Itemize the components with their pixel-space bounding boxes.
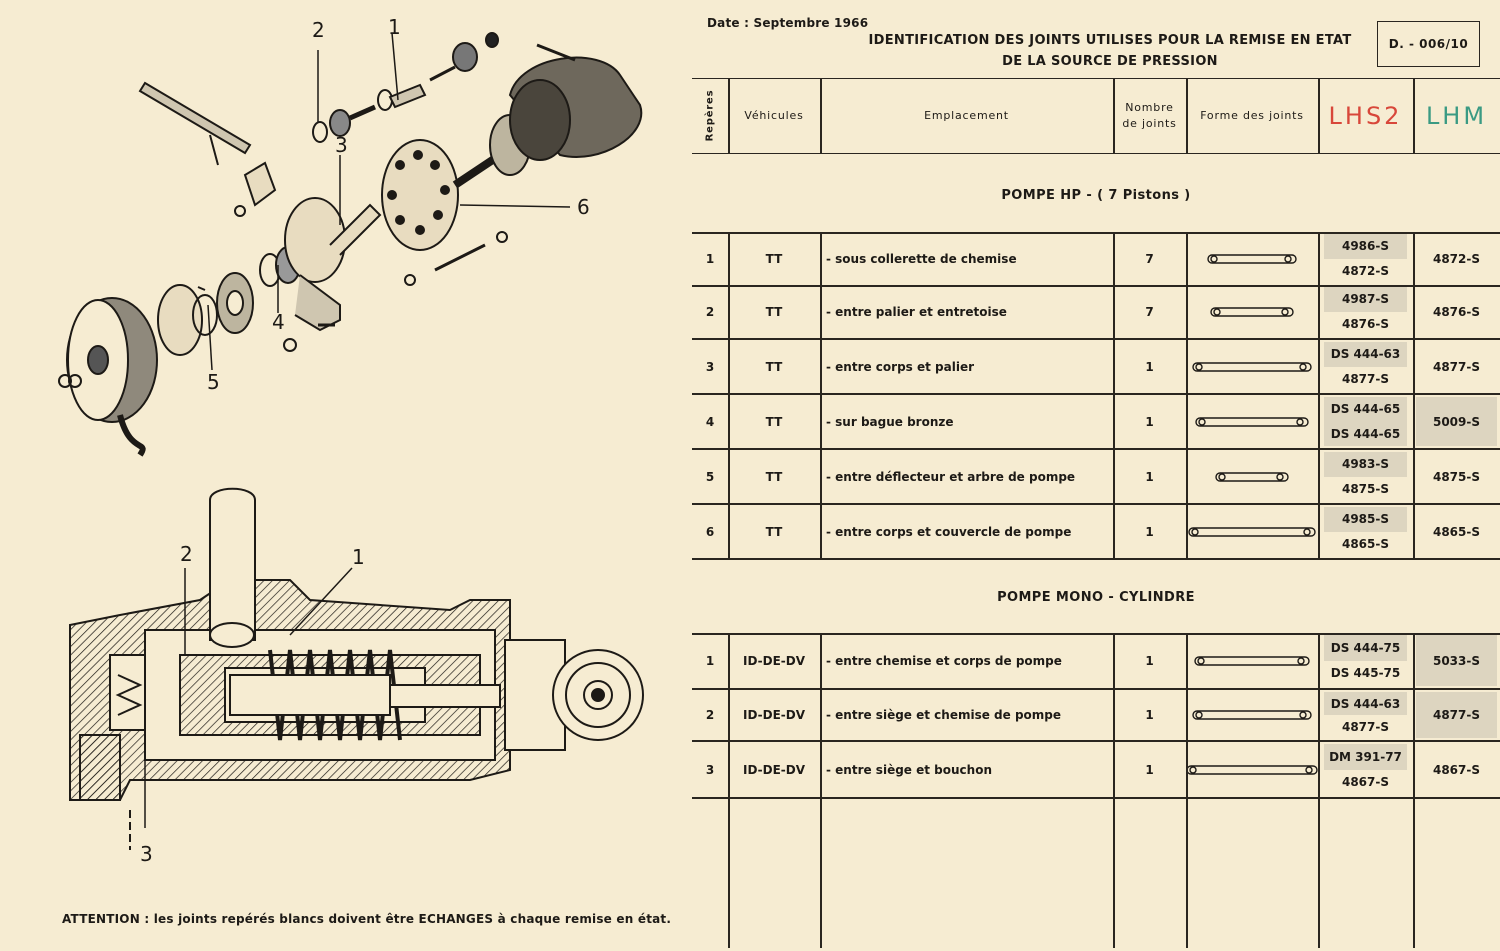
header-forme: Forme des joints [1200, 109, 1304, 122]
table-row [692, 505, 1500, 558]
cell-lhs2-lower: 4875-S [1341, 481, 1390, 496]
cell-emplacement: - entre siège et chemise de pompe [826, 708, 1062, 722]
cell-vehicule: ID-DE-DV [742, 762, 805, 777]
cell-vehicule: ID-DE-DV [742, 708, 805, 722]
cell-lhs2-lower: 4877-S [1341, 719, 1390, 734]
cell-lhm: 4877-S [1432, 359, 1481, 374]
table-row [692, 450, 1500, 503]
section-title: POMPE HP - ( 7 Pistons ) [1001, 188, 1191, 203]
cell-vehicule: TT [765, 469, 783, 484]
cell-lhs2-upper: 4986-S [1324, 234, 1407, 259]
seal-shape-icon [1185, 763, 1319, 777]
cell-vehicule: TT [765, 251, 783, 266]
cell-lhm: 5009-S [1416, 397, 1497, 446]
cell-lhs2-upper: DM 391-77 [1324, 744, 1407, 770]
seal-shape-icon [1194, 415, 1310, 429]
column-divider [1113, 78, 1115, 154]
table-row [692, 340, 1500, 393]
cell-lhs2-upper: DS 444-65 [1324, 397, 1407, 422]
callout-exploded-2: 2 [312, 18, 325, 42]
cell-lhm: 4876-S [1432, 304, 1481, 319]
table-row [692, 232, 1500, 285]
cell-nombre: 7 [1145, 251, 1154, 266]
title-line-2: DE LA SOURCE DE PRESSION [1002, 54, 1218, 69]
cell-lhm: 4875-S [1432, 469, 1481, 484]
document-reference: D. - 006/10 [1377, 21, 1480, 67]
exploded-pump-drawing [40, 15, 660, 465]
section-title: POMPE MONO - CYLINDRE [997, 590, 1195, 605]
header-vehicules: Véhicules [744, 109, 804, 122]
cell-lhm: 5033-S [1416, 635, 1497, 686]
mono-cylinder-section-drawing [50, 480, 660, 860]
cell-repere: 3 [705, 359, 715, 374]
cell-emplacement: - entre palier et entretoise [826, 304, 1007, 319]
column-divider [1413, 633, 1415, 948]
cell-lhm: 4865-S [1432, 524, 1481, 539]
cell-nombre: 1 [1145, 359, 1154, 374]
column-divider [1186, 232, 1188, 560]
cell-nombre: 7 [1145, 304, 1154, 319]
cell-emplacement: - entre corps et couvercle de pompe [826, 524, 1072, 539]
seal-shape-icon [1206, 252, 1298, 266]
callout-section-3: 3 [140, 842, 153, 866]
callout-section-2: 2 [180, 542, 193, 566]
document-date: Date : Septembre 1966 [707, 16, 869, 30]
header-reperes: Repères [704, 89, 716, 142]
cell-lhs2-lower: 4872-S [1341, 263, 1390, 278]
table-header-row [692, 78, 1500, 154]
cell-lhs2-lower: 4865-S [1341, 536, 1390, 551]
cell-repere: 1 [705, 653, 715, 668]
cell-lhs2-lower: 4876-S [1341, 316, 1390, 331]
cell-lhs2-lower: DS 445-75 [1330, 666, 1401, 681]
cell-lhs2-upper: 4983-S [1324, 452, 1407, 477]
cell-emplacement: - entre chemise et corps de pompe [826, 653, 1062, 668]
cell-repere: 2 [705, 304, 715, 319]
cell-lhs2-upper: DS 444-63 [1324, 342, 1407, 367]
cell-lhm: 4867-S [1432, 762, 1481, 777]
column-divider [728, 633, 730, 948]
table-row [692, 395, 1500, 448]
document-title [860, 30, 1360, 72]
cell-vehicule: ID-DE-DV [742, 653, 805, 668]
table-row [692, 285, 1500, 338]
seal-shape-icon [1191, 360, 1313, 374]
column-divider [1413, 78, 1415, 154]
cell-lhs2-lower: DS 444-65 [1324, 422, 1407, 447]
cell-lhs2-upper: DS 444-75 [1324, 635, 1407, 661]
attention-note: ATTENTION : les joints repérés blancs doivent être ECHANGES à chaque remise en état. [62, 912, 672, 926]
cell-emplacement: - entre siège et bouchon [826, 762, 992, 777]
column-divider [820, 232, 822, 560]
callout-section-1: 1 [352, 545, 365, 569]
callout-exploded-6: 6 [577, 195, 590, 219]
cell-emplacement: - entre corps et palier [826, 359, 975, 374]
cell-lhs2-lower: 4877-S [1341, 371, 1390, 386]
column-divider [1113, 232, 1115, 560]
column-divider [728, 232, 730, 560]
table-row [692, 742, 1500, 797]
seal-shape-icon [1193, 654, 1311, 668]
row-divider [692, 797, 1500, 799]
cell-vehicule: TT [765, 524, 783, 539]
column-divider [728, 78, 730, 154]
callout-exploded-1: 1 [388, 15, 401, 39]
callout-exploded-4: 4 [272, 310, 285, 334]
table-row [692, 690, 1500, 740]
callout-exploded-5: 5 [207, 370, 220, 394]
column-divider [820, 78, 822, 154]
cell-repere: 3 [705, 762, 715, 777]
cell-repere: 2 [705, 708, 715, 722]
cell-vehicule: TT [765, 359, 783, 374]
column-divider [1186, 78, 1188, 154]
cell-nombre: 1 [1145, 414, 1154, 429]
column-divider [820, 633, 822, 948]
cell-lhs2-lower: 4867-S [1341, 775, 1390, 790]
cell-emplacement: - entre déflecteur et arbre de pompe [826, 469, 1076, 484]
cell-lhm: 4872-S [1432, 251, 1481, 266]
header-emplacement: Emplacement [924, 109, 1009, 122]
cell-nombre: 1 [1145, 469, 1154, 484]
cell-nombre: 1 [1145, 653, 1154, 668]
callout-exploded-3: 3 [335, 133, 348, 157]
title-line-1: IDENTIFICATION DES JOINTS UTILISES POUR LA REMISE EN ETAT [868, 33, 1352, 48]
seal-shape-icon [1214, 470, 1290, 484]
column-divider [1318, 232, 1320, 560]
header-lhm: LHM [1425, 101, 1488, 130]
cell-repere: 6 [705, 524, 715, 539]
cell-lhs2-upper: 4987-S [1324, 287, 1407, 312]
seal-shape-icon [1209, 305, 1295, 319]
cell-lhs2-upper: DS 444-63 [1324, 692, 1407, 715]
cell-lhm: 4877-S [1416, 692, 1497, 738]
row-divider [692, 558, 1500, 560]
header-lhs2: LHS2 [1328, 101, 1403, 130]
cell-emplacement: - sur bague bronze [826, 414, 954, 429]
table-row [692, 633, 1500, 688]
cell-repere: 5 [705, 469, 715, 484]
cell-emplacement: - sous collerette de chemise [826, 251, 1017, 266]
column-divider [1413, 232, 1415, 560]
column-divider [1318, 78, 1320, 154]
cell-repere: 1 [705, 251, 715, 266]
cell-nombre: 1 [1145, 708, 1154, 722]
cell-vehicule: TT [765, 304, 783, 319]
seal-shape-icon [1191, 708, 1313, 722]
column-divider [1186, 633, 1188, 948]
column-divider [1113, 633, 1115, 948]
column-divider [1318, 633, 1320, 948]
seal-shape-icon [1187, 525, 1317, 539]
cell-vehicule: TT [765, 414, 783, 429]
cell-nombre: 1 [1145, 524, 1154, 539]
cell-nombre: 1 [1145, 762, 1154, 777]
cell-lhs2-upper: 4985-S [1324, 507, 1407, 532]
cell-repere: 4 [705, 414, 715, 429]
header-nombre: Nombre de joints [1122, 100, 1177, 130]
